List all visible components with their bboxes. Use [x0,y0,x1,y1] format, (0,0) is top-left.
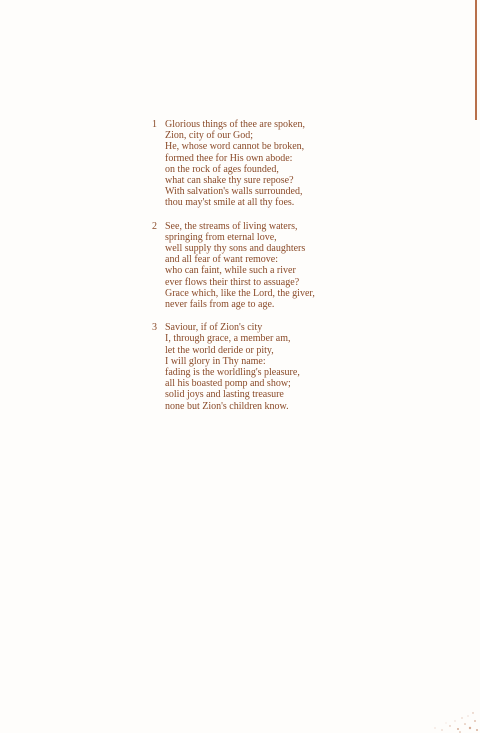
verse-line: springing from eternal love, [165,231,277,243]
verse-line: never fails from age to age. [165,299,275,311]
verse-line: formed thee for His own abode: [165,152,293,164]
verse-line: I will glory in Thy name: [165,355,266,367]
verse-line: Zion, city of our God; [165,130,254,142]
verse-line: none but Zion's children know. [165,400,289,412]
stanza-number: 1 [152,119,157,130]
stanza-2 [150,221,450,311]
verse-line: all his boasted pomp and show; [165,378,291,390]
verse-line: He, whose word cannot be broken, [165,141,305,153]
verse-line: and all fear of want remove: [165,254,279,266]
print-speckle-decoration [370,688,480,733]
verse-line: fading is the worldling's pleasure, [165,367,300,379]
verse-line: See, the streams of living waters, [165,220,298,232]
verse-line: I, through grace, a member am, [165,333,291,345]
stanza-1 [150,119,450,209]
verse-line: let the world deride or pity, [165,344,274,356]
verse-line: Saviour, if of Zion's city [165,322,263,334]
hymn-text [150,119,450,424]
verse-line: what can shake thy sure repose? [165,175,294,187]
page-edge-line [475,0,477,120]
verse-line: With salvation's walls surrounded, [165,186,303,198]
stanza-number: 2 [152,220,157,232]
verse-line: thou may'st smile at all thy foes. [165,197,295,209]
stanza-3 [150,322,450,412]
verse-line: Glorious things of thee are spoken, [165,119,305,130]
stanza-number: 3 [152,322,157,334]
verse-line: solid joys and lasting treasure [165,389,284,401]
verse-line: Grace which, like the Lord, the giver, [165,287,315,299]
verse-line: ever flows their thirst to assuage? [165,276,300,288]
verse-line: well supply thy sons and daughters [165,243,306,255]
verse-line: on the rock of ages founded, [165,163,279,175]
verse-line: who can faint, while such a river [165,265,296,277]
